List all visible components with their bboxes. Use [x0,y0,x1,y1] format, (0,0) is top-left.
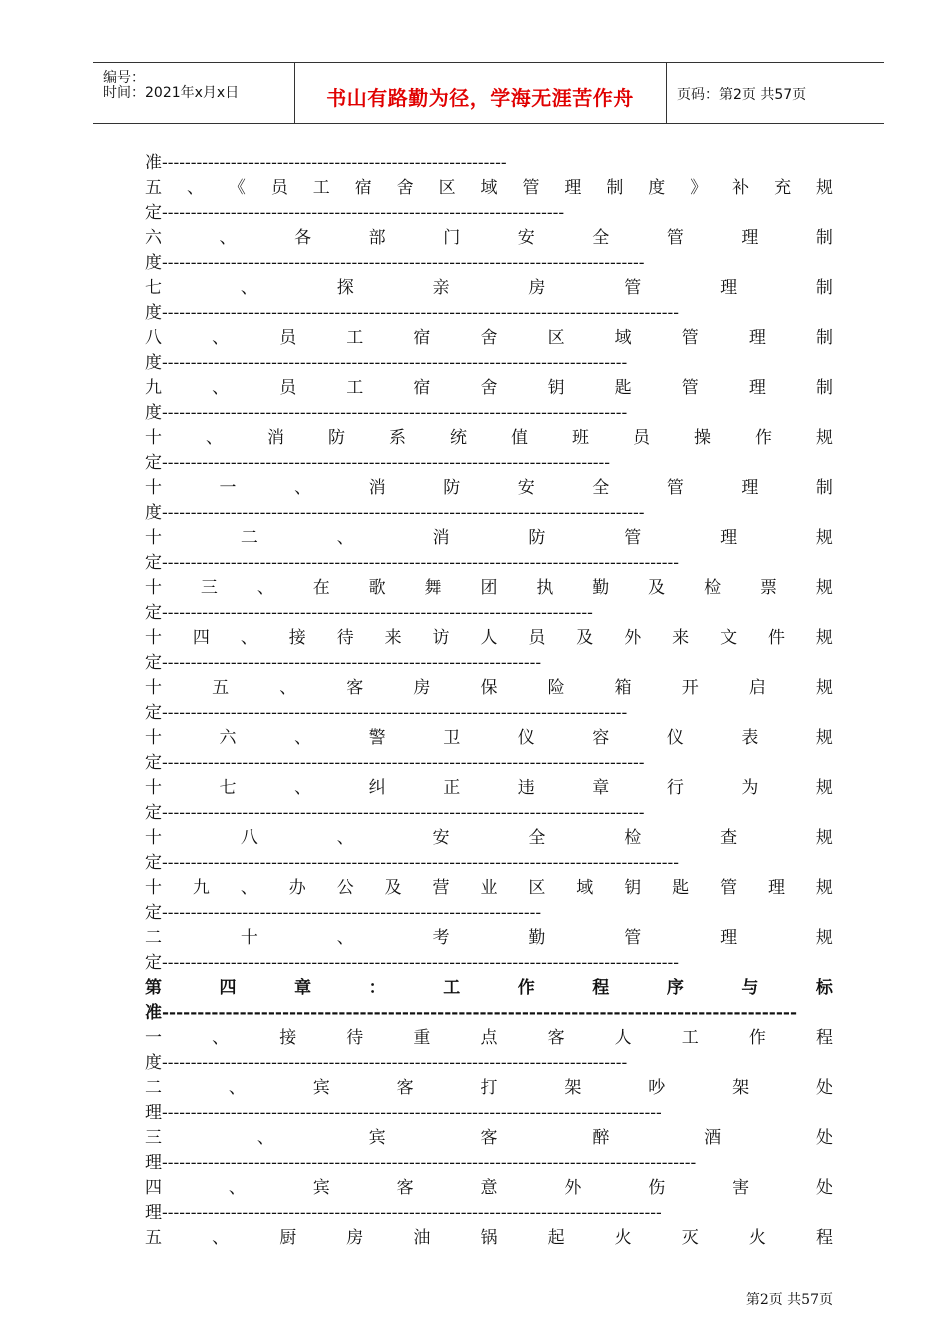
toc-entry-title [145,526,833,551]
toc-entry-char: 值 [511,428,528,448]
toc-entry-char: 安 [517,228,535,248]
toc-entry-char: 五 [145,178,162,198]
toc-entry-char: 正 [443,778,461,798]
toc-entry-char: 舍 [480,328,498,348]
toc-entry-char: 外 [564,1178,582,1198]
toc-entry-char: 客 [396,1178,414,1198]
toc-entry-char: 接 [288,628,306,648]
toc-entry-char: 规 [815,678,833,698]
toc-entry-char: 十 [145,578,162,598]
toc-entry-char: 工 [443,978,461,998]
toc-entry-leader: 理--------------------------------------------------------------------------------------------- [145,1153,697,1173]
toc-entry-char: 区 [438,178,456,198]
toc-entry-char: 表 [741,728,759,748]
toc-entry-char: 员 [633,428,650,448]
toc-entry-char: 程 [592,978,610,998]
toc-entry-char: 序 [666,978,684,998]
toc-entry-char: 件 [767,628,785,648]
toc-entry-char: 作 [517,978,535,998]
toc-entry-char: 宾 [312,1178,330,1198]
toc-entry-char: 各 [294,228,312,248]
toc-entry-char: 充 [774,178,792,198]
toc-entry-char: 、 [294,778,312,798]
toc-entry-char: 、 [212,1228,230,1248]
toc-entry-char: 架 [564,1078,582,1098]
toc-entry-char: 宾 [312,1078,330,1098]
toc-entry-char: 、 [206,428,223,448]
toc-entry-char: 检 [704,578,722,598]
toc-entry-char: 探 [336,278,354,298]
toc-entry-char: 区 [528,878,546,898]
toc-entry-char: 、 [219,228,237,248]
toc-entry-char: 防 [443,478,461,498]
toc-entry-char: 管 [720,878,738,898]
toc-entry-char: 、 [240,878,258,898]
toc-entry-char: 醉 [592,1128,610,1148]
toc-entry-char: 亲 [432,278,450,298]
toc-entry-char: 宾 [368,1128,386,1148]
toc-entry-char: 制 [815,278,833,298]
toc-entry-char: 人 [614,1028,632,1048]
toc-entry-char: 在 [312,578,330,598]
toc-entry-title [145,1226,833,1251]
toc-entry-char: 宿 [354,178,372,198]
header-motto: 书山有路勤为径，学海无涯苦作舟 [326,86,634,110]
toc-entry-char: 理 [741,228,759,248]
toc-entry-leader: 准------------------------------------------------------------------------------------------ [145,1003,798,1023]
toc-entry-char: 箱 [614,678,632,698]
toc-entry-char: 启 [748,678,766,698]
toc-entry-char: 六 [219,728,237,748]
toc-entry-char: 五 [145,1228,162,1248]
toc-entry-char: 歌 [368,578,386,598]
toc-entry-char: 十 [145,878,162,898]
toc-entry-char: 七 [145,278,162,298]
toc-entry-char: 锅 [480,1228,498,1248]
toc-entry-char: 考 [432,928,450,948]
toc-entry-char: 六 [145,228,162,248]
toc-entry-leader: 定--------------------------------------------------------------------------- [145,603,593,623]
toc-entry-char: 房 [413,678,431,698]
toc-entry-char: 》 [690,178,708,198]
toc-entry-leader: 定--------------------------------------------------------------------------------- [145,703,628,723]
toc-entry-title [145,176,833,201]
toc-entry-char: 管 [681,378,699,398]
header-page-number: 页码：第2页 共57页 [677,87,807,103]
toc-entry-title [145,1176,833,1201]
toc-entry-char: 十 [240,928,258,948]
toc-entry-leader: 定------------------------------------------------------------------------------------ [145,753,645,773]
toc-entry-title [145,1076,833,1101]
toc-entry-char: 、 [212,1028,230,1048]
toc-entry-title [145,476,833,501]
toc-entry-char: 规 [815,828,833,848]
toc-entry-title [145,976,833,1001]
toc-entry-char: ： [368,978,386,998]
toc-entry-char: 仪 [517,728,535,748]
toc-entry-char: 工 [681,1028,699,1048]
toc-entry-leader: 定------------------------------------------------------------------------------ [145,453,611,473]
toc-entry-char: 理 [741,478,759,498]
toc-entry-char: 四 [219,978,237,998]
toc-entry-char: 二 [145,928,162,948]
toc-entry-char: 钥 [624,878,642,898]
toc-entry-char: 管 [666,478,684,498]
toc-entry-char: 访 [432,628,450,648]
toc-entry-title [145,676,833,701]
toc-entry-char: 员 [528,628,546,648]
toc-entry-char: 三 [200,578,218,598]
toc-entry-leader: 定------------------------------------------------------------------------------------ [145,803,645,823]
toc-entry-char: 规 [816,428,833,448]
toc-entry-char: 、 [336,828,354,848]
toc-entry-char: 、 [240,278,258,298]
toc-entry-char: 全 [592,478,610,498]
toc-entry-title [145,926,833,951]
table-of-contents [145,151,833,1251]
toc-entry-char: 业 [480,878,498,898]
toc-entry-char: 外 [624,628,642,648]
toc-entry-char: 宿 [413,378,431,398]
toc-entry-title [145,326,833,351]
toc-entry-char: 十 [145,528,162,548]
toc-entry-char: 一 [145,1028,162,1048]
toc-entry-char: 、 [336,528,354,548]
toc-entry-char: 系 [389,428,406,448]
toc-entry-title [145,626,833,651]
toc-entry-leader: 度--------------------------------------------------------------------------------- [145,403,628,423]
toc-entry-char: 票 [759,578,777,598]
toc-entry-char: 客 [346,678,364,698]
toc-entry-char: 害 [732,1178,750,1198]
footer-page-number: 第2页 共57页 [745,1292,833,1308]
toc-entry-leader: 定------------------------------------------------------------------ [145,653,542,673]
toc-entry-char: 、 [294,728,312,748]
toc-entry-char: 域 [480,178,498,198]
toc-entry-char: 、 [279,678,297,698]
toc-entry-char: 、 [240,628,258,648]
toc-entry-char: 、 [256,1128,274,1148]
document-time-label: 时间：2021年x月x日 [103,85,240,101]
toc-entry-char: 理 [720,278,738,298]
toc-entry-char: 执 [536,578,554,598]
toc-entry-char: 为 [741,778,759,798]
header-meta-cell [93,63,295,123]
toc-entry-title [145,376,833,401]
toc-entry-char: 、 [228,1178,246,1198]
toc-entry-char: 消 [368,478,386,498]
toc-entry-char: 全 [592,228,610,248]
toc-entry-char: 工 [312,178,330,198]
toc-entry-title [145,576,833,601]
toc-entry-leader: 定------------------------------------------------------------------------------------------ [145,853,679,873]
toc-entry-char: 管 [624,528,642,548]
toc-entry-char: 章 [294,978,312,998]
toc-entry-leader: 定------------------------------------------------------------------ [145,903,542,923]
page-header [93,62,884,124]
toc-entry-char: 安 [517,478,535,498]
toc-entry-char: 防 [528,528,546,548]
toc-entry-char: 灭 [681,1228,699,1248]
toc-entry-title [145,1126,833,1151]
toc-entry-char: 规 [815,578,833,598]
toc-entry-char: 域 [614,328,632,348]
toc-entry-char: 违 [517,778,535,798]
toc-entry-char: 架 [732,1078,750,1098]
toc-entry-char: 客 [480,1128,498,1148]
toc-entry-char: 客 [547,1028,565,1048]
toc-entry-char: 仪 [666,728,684,748]
toc-entry-char: 人 [480,628,498,648]
toc-entry-char: 十 [145,678,162,698]
toc-entry-char: 匙 [672,878,690,898]
toc-entry-char: 一 [219,478,237,498]
toc-entry-char: 理 [748,328,766,348]
toc-entry-char: 作 [755,428,772,448]
toc-entry-char: 油 [413,1228,431,1248]
toc-entry-char: 制 [815,378,833,398]
toc-entry-char: 七 [219,778,237,798]
toc-entry-title [145,426,833,451]
toc-entry-char: 意 [480,1178,498,1198]
toc-entry-char: 《 [228,178,246,198]
toc-entry-char: 酒 [704,1128,722,1148]
toc-entry-char: 消 [267,428,284,448]
toc-entry-char: 办 [288,878,306,898]
toc-entry-char: 十 [145,778,162,798]
toc-entry-char: 管 [624,928,642,948]
toc-entry-char: 标 [815,978,833,998]
toc-entry-leader: 定---------------------------------------------------------------------- [145,203,565,223]
toc-entry-char: 房 [346,1228,364,1248]
toc-entry-char: 公 [336,878,354,898]
toc-entry-char: 来 [672,628,690,648]
toc-entry-char: 处 [815,1128,833,1148]
toc-entry-char: 管 [666,228,684,248]
toc-entry-char: 度 [648,178,666,198]
toc-entry-char: 补 [732,178,750,198]
toc-entry-char: 起 [547,1228,565,1248]
toc-entry-char: 员 [279,328,297,348]
toc-entry-char: 理 [767,878,785,898]
toc-entry-leader: 定------------------------------------------------------------------------------------------ [145,553,679,573]
toc-entry-char: 规 [815,878,833,898]
toc-entry-char: 规 [815,628,833,648]
toc-entry-char: 九 [145,378,162,398]
toc-entry-char: 客 [396,1078,414,1098]
toc-entry-char: 处 [816,1178,833,1198]
toc-entry-char: 警 [368,728,386,748]
toc-entry-title [145,726,833,751]
header-page-cell [667,63,884,123]
toc-entry-char: 班 [572,428,589,448]
toc-entry-char: 房 [528,278,546,298]
toc-entry-char: 待 [346,1028,364,1048]
toc-entry-char: 十 [145,478,162,498]
toc-entry-char: 理 [748,378,766,398]
toc-entry-char: 吵 [648,1078,666,1098]
toc-entry-char: 管 [522,178,540,198]
toc-entry-leader: 理--------------------------------------------------------------------------------------- [145,1203,662,1223]
toc-entry-char: 全 [528,828,546,848]
toc-entry-title [145,276,833,301]
toc-entry-char: 二 [240,528,258,548]
toc-entry-char: 、 [256,578,274,598]
toc-entry-char: 勤 [592,578,610,598]
toc-entry-leader: 准------------------------------------------------------------ [145,153,507,173]
toc-entry-char: 三 [145,1128,162,1148]
toc-entry-char: 八 [145,328,162,348]
toc-entry-char: 及 [384,878,402,898]
toc-entry-char: 检 [624,828,642,848]
toc-entry-char: 统 [450,428,467,448]
toc-entry-char: 舍 [396,178,414,198]
toc-entry-title [145,776,833,801]
toc-entry-char: 查 [720,828,738,848]
toc-entry-char: 十 [145,628,162,648]
toc-entry-char: 规 [815,778,833,798]
toc-entry-char: 勤 [528,928,546,948]
toc-entry-char: 、 [186,178,204,198]
toc-entry-char: 作 [748,1028,766,1048]
toc-entry-char: 营 [432,878,450,898]
toc-entry-char: 理 [720,528,738,548]
toc-entry-char: 防 [328,428,345,448]
toc-entry-leader: 度------------------------------------------------------------------------------------ [145,253,645,273]
toc-entry-char: 十 [145,828,162,848]
toc-entry-char: 制 [815,328,833,348]
toc-entry-leader: 度--------------------------------------------------------------------------------- [145,353,628,373]
toc-entry-char: 第 [145,978,162,998]
toc-entry-char: 章 [592,778,610,798]
toc-entry-char: 域 [576,878,594,898]
toc-entry-char: 规 [815,728,833,748]
toc-entry-char: 、 [212,378,230,398]
toc-entry-char: 钥 [547,378,565,398]
toc-entry-char: 程 [815,1028,833,1048]
toc-entry-char: 行 [666,778,684,798]
toc-entry-char: 员 [279,378,297,398]
toc-entry-leader: 度------------------------------------------------------------------------------------------ [145,303,679,323]
header-motto-cell [294,63,667,123]
toc-entry-char: 团 [480,578,498,598]
toc-entry-char: 舞 [424,578,442,598]
toc-entry-char: 八 [240,828,258,848]
toc-entry-char: 处 [816,1078,833,1098]
toc-entry-char: 开 [681,678,699,698]
document-number-label: 编号： [103,70,145,86]
toc-entry-char: 二 [145,1078,162,1098]
toc-entry-char: 规 [816,178,833,198]
toc-entry-char: 、 [228,1078,246,1098]
toc-entry-char: 点 [480,1028,498,1048]
toc-entry-char: 安 [432,828,450,848]
toc-entry-title [145,1026,833,1051]
toc-entry-char: 接 [279,1028,297,1048]
toc-entry-char: 及 [648,578,666,598]
toc-entry-char: 火 [748,1228,766,1248]
toc-entry-char: 、 [212,328,230,348]
toc-entry-char: 工 [346,378,364,398]
toc-entry-title [145,826,833,851]
toc-entry-title [145,226,833,251]
toc-entry-title [145,876,833,901]
toc-entry-leader: 度------------------------------------------------------------------------------------ [145,503,645,523]
toc-entry-char: 员 [270,178,288,198]
toc-entry-char: 及 [576,628,594,648]
toc-entry-char: 险 [547,678,565,698]
toc-entry-char: 火 [614,1228,632,1248]
toc-entry-char: 门 [443,228,461,248]
toc-entry-char: 重 [413,1028,431,1048]
toc-entry-char: 操 [694,428,711,448]
toc-entry-char: 规 [815,528,833,548]
toc-entry-char: 制 [606,178,624,198]
toc-entry-char: 匙 [614,378,632,398]
toc-entry-char: 文 [720,628,738,648]
toc-entry-char: 伤 [648,1178,666,1198]
toc-entry-char: 宿 [413,328,431,348]
toc-entry-char: 舍 [480,378,498,398]
toc-entry-char: 规 [815,928,833,948]
toc-entry-leader: 度--------------------------------------------------------------------------------- [145,1053,628,1073]
toc-entry-char: 四 [192,628,210,648]
toc-entry-char: 四 [145,1178,162,1198]
toc-entry-char: 制 [815,478,833,498]
toc-entry-char: 部 [368,228,386,248]
toc-entry-char: 待 [336,628,354,648]
toc-entry-char: 五 [212,678,230,698]
toc-entry-char: 纠 [368,778,386,798]
toc-entry-char: 理 [564,178,582,198]
toc-entry-char: 十 [145,428,162,448]
toc-entry-char: 理 [720,928,738,948]
toc-entry-char: 九 [192,878,210,898]
toc-entry-char: 区 [547,328,565,348]
toc-entry-char: 制 [815,228,833,248]
toc-entry-char: 来 [384,628,402,648]
toc-entry-leader: 定------------------------------------------------------------------------------------------ [145,953,679,973]
toc-entry-char: 、 [294,478,312,498]
toc-entry-char: 保 [480,678,498,698]
toc-entry-char: 十 [145,728,162,748]
toc-entry-char: 打 [480,1078,498,1098]
toc-entry-char: 厨 [279,1228,297,1248]
toc-entry-char: 管 [624,278,642,298]
toc-entry-char: 程 [815,1228,833,1248]
toc-entry-char: 工 [346,328,364,348]
toc-entry-char: 与 [741,978,759,998]
toc-entry-char: 、 [336,928,354,948]
toc-entry-char: 消 [432,528,450,548]
toc-entry-char: 卫 [443,728,461,748]
toc-entry-char: 管 [681,328,699,348]
toc-entry-leader: 理--------------------------------------------------------------------------------------- [145,1103,662,1123]
toc-entry-char: 容 [592,728,610,748]
